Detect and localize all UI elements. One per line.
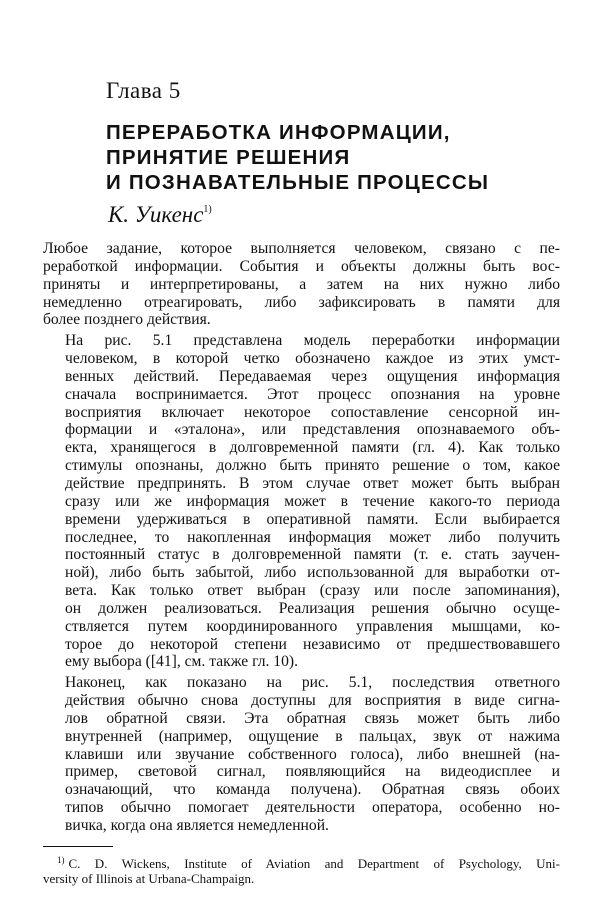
text-line: времени удерживаться в оперативной памяти. Если выбирается <box>65 510 560 528</box>
footnote <box>43 853 560 886</box>
paragraph <box>43 674 560 835</box>
author-footnote-mark: 1) <box>203 204 212 215</box>
text-line: внутренней (например, ощущение в пальцах, звук от нажима <box>65 727 560 745</box>
text-line: реработкой информации. События и объекты должны быть вос- <box>43 257 560 275</box>
text-line: немедленно отреагировать, либо зафиксировать в памяти для <box>43 293 560 311</box>
chapter-title-line: И ПОЗНАВАТЕЛЬНЫЕ ПРОЦЕССЫ <box>106 171 490 194</box>
chapter-title <box>106 120 566 195</box>
chapter-title-line: ПЕРЕРАБОТКА ИНФОРМАЦИИ, <box>106 121 451 144</box>
author-name: К. Уикенс <box>108 202 204 227</box>
author-line <box>108 202 212 228</box>
paragraph <box>43 332 560 671</box>
footnote-mark: 1) <box>57 855 65 865</box>
text-line: вета. Как только ответ выбран (сразу или после запоминания), <box>65 582 560 600</box>
footnote-text: C. D. Wickens, Institute of Aviation and Department of Psychology, Uni- <box>68 856 560 871</box>
text-line: означающий, что команда получена). Обратная связь обоих <box>65 781 560 799</box>
text-line: восприятия включает некоторое сопоставление сенсорной ин- <box>65 403 560 421</box>
text-line: венных действий. Передаваемая через ощущения информация <box>65 367 560 385</box>
text-line: торое до некоторой степени независимо от предшествовавшего <box>65 635 560 653</box>
text-line: На рис. 5.1 представлена модель переработки информации <box>65 332 560 350</box>
text-line: формации и «эталона», или представления опознаваемого объ- <box>65 421 560 439</box>
text-line: действие предпринять. В этом случае ответ может быть выбран <box>65 474 560 492</box>
text-line: стимулы опознаны, должно быть принято решение о том, какое <box>65 457 560 475</box>
text-line: постоянный статус в долговременной памяти (т. е. стать заучен- <box>65 546 560 564</box>
text-line: ему выбора ([41], см. также гл. 10). <box>65 653 298 671</box>
text-line: ной), либо быть забытой, либо использованной для выработки от- <box>65 564 560 582</box>
text-line: Любое задание, которое выполняется человеком, связано с пе- <box>43 240 560 257</box>
chapter-number: Глава 5 <box>106 78 181 103</box>
text-line: человеком, в которой четко обозначено каждое из этих умст- <box>65 350 560 368</box>
text-line: ствляется путем координированного управления мышцами, ко- <box>65 617 560 635</box>
text-line: екта, хранящегося в долговременной памяти (гл. 4). Как только <box>65 439 560 457</box>
text-line: клавиши или звучание собственного голоса), либо внешней (на- <box>65 745 560 763</box>
text-line: сразу или же информация может в течение какого-то периода <box>65 492 560 510</box>
body-text <box>43 240 560 838</box>
text-line: типов обычно помогает деятельности оператора, особенно но- <box>65 799 560 817</box>
text-line: Наконец, как показано на рис. 5.1, последствия ответного <box>65 674 560 692</box>
text-line: действия обычно снова доступны для восприятия в виде сигна- <box>65 692 560 710</box>
footnote-line <box>43 853 560 871</box>
text-line: сначала воспринимается. Этот процесс опознания на уровне <box>65 385 560 403</box>
text-line: лов обратной связи. Эта обратная связь может быть либо <box>65 709 560 727</box>
text-line: последнее, то накопленная информация может либо получить <box>65 528 560 546</box>
paragraph <box>43 240 560 329</box>
footnote-line: versity of Illinois at Urbana-Champaign. <box>43 871 255 886</box>
text-line: он должен реализоваться. Реализация решения обычно осуще- <box>65 599 560 617</box>
text-line: приняты и интерпретированы, а затем на них нужно либо <box>43 275 560 293</box>
footnote-divider <box>43 846 113 847</box>
text-line: пример, световой сигнал, появляющийся на видеодисплее и <box>65 763 560 781</box>
chapter-title-line: ПРИНЯТИЕ РЕШЕНИЯ <box>106 146 351 169</box>
text-line: вичка, когда она является немедленной. <box>65 817 329 834</box>
text-line: более позднего действия. <box>43 311 211 329</box>
